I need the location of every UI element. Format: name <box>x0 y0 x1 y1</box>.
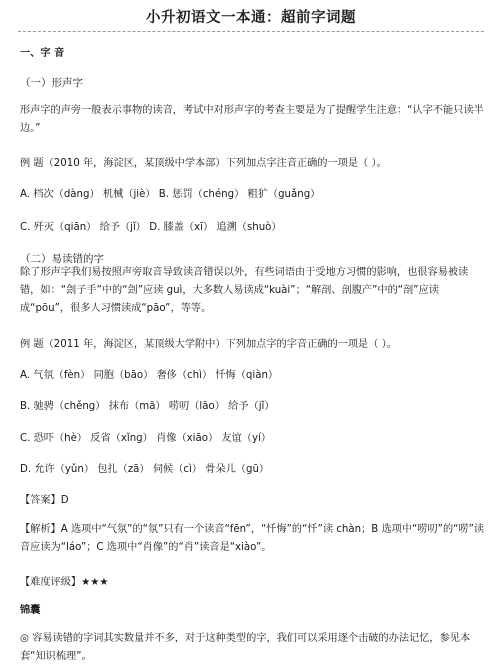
intro-paragraph: 形声字的声旁一般表示事物的读音，考试中对形声字的考查主要是为了提醒学生注意：“认字不能只读半边。” <box>20 105 484 134</box>
analysis-paragraph: 【解析】A 选项中“气氛”的“氛”只有一个读音“fēn”，“忏悔”的“忏”读 chàn；B 选项中“唠叨”的“唠”读音应读为“láo”；C 选项中“肖像”的“肖”读音是“xiào”。 <box>20 524 485 553</box>
title-divider <box>18 31 484 32</box>
example1-prompt: 例 题（2010 年，海淀区，某顶级中学本部）下列加点字注音正确的一项是（ ）。 <box>20 158 387 169</box>
subsection-heading-misread: （二）易读错的字 <box>20 253 104 265</box>
tips-heading: 锦囊 <box>20 605 41 616</box>
difficulty-rating: 【难度评级】★★★ <box>20 577 109 588</box>
example1-option-ab: A. 档次（dàng） 机械（jiè） B. 惩罚（chéng） 粗犷（guǎng） <box>20 189 321 200</box>
example2-option-d: D. 允许（yǔn） 包扎（zā） 伺候（cì） 骨朵儿（gū） <box>20 464 270 475</box>
example1-option-cd: C. 歼灭（qiān） 给予（jǐ） D. 膝盖（xī） 追溯（shuò） <box>20 222 282 233</box>
example2-option-b: B. 驰骋（chěng） 抹布（mā） 唠叨（lāo） 给予（jǐ） <box>20 401 275 412</box>
example2-option-a: A. 气氛（fèn） 同胞（bāo） 奢侈（chì） 忏悔（qiàn） <box>20 370 279 381</box>
example2-option-c: C. 恐吓（hè） 反省（xǐng） 肖像（xiāo） 友谊（yí） <box>20 433 272 444</box>
example2-prompt: 例 题（2011 年，海淀区，某顶级大学附中）下列加点字的字音正确的一项是（ ）。 <box>20 339 397 350</box>
answer-line: 【答案】D <box>20 495 69 506</box>
misread-paragraph: 除了形声字我们易按照声旁取音导致读音错误以外，有些词语由于受地方习惯的影响，也很容易被读错，如：“刽子手”中的“刽”应读 guì，大多数人易读成“kuài”；“解剖、剖腹产”中的“剖”应读成“pōu”，很多人习惯读成“pāo”，等等。 <box>20 267 469 314</box>
page-title: 小升初语文一本通：超前字词题 <box>146 9 356 26</box>
section-heading-pronunciation: 一、字 音 <box>20 48 65 59</box>
tips-paragraph: ◎ 容易读错的字词其实数量并不多，对于这种类型的字，我们可以采用逐个击破的办法记忆，参见本套“知识梳理”。 <box>20 633 471 662</box>
subsection-heading-phono-semantic: （一）形声字 <box>20 77 83 89</box>
